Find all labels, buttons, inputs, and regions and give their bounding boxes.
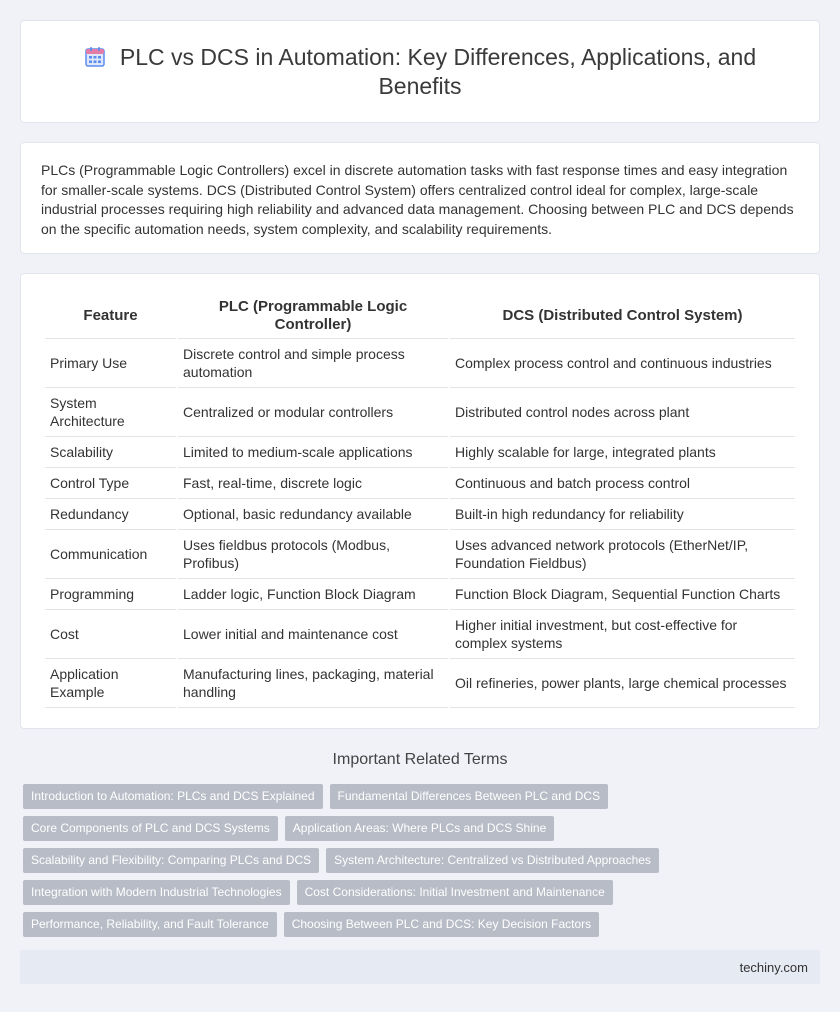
header-feature: Feature <box>45 294 176 339</box>
related-terms-list <box>23 784 743 937</box>
cell-feature: Cost <box>45 610 176 659</box>
cell-dcs: Higher initial investment, but cost-effective for complex systems <box>450 610 795 659</box>
cell-dcs: Built-in high redundancy for reliability <box>450 499 795 530</box>
cell-feature: Application Example <box>45 659 176 708</box>
comparison-table-card <box>20 273 820 729</box>
cell-feature: Programming <box>45 579 176 610</box>
cell-dcs: Function Block Diagram, Sequential Function Charts <box>450 579 795 610</box>
cell-feature: System Architecture <box>45 388 176 437</box>
cell-feature: Primary Use <box>45 339 176 388</box>
page-title-wrap <box>61 43 779 101</box>
cell-plc: Uses fieldbus protocols (Modbus, Profibus) <box>178 530 448 579</box>
related-term-tag[interactable]: Integration with Modern Industrial Technologies <box>23 880 290 905</box>
footer-site-link[interactable]: techiny.com <box>739 959 808 975</box>
intro-text: PLCs (Programmable Logic Controllers) excel in discrete automation tasks with fast response times and easy integration for smaller-scale systems. DCS (Distributed Control System) offers centralized control ideal for complex, large-scale industrial processes requiring high reliability and advanced data management. Choosing between PLC and DCS depends on the specific automation needs, system complexity, and scalability requirements. <box>41 162 794 237</box>
calendar-icon <box>84 46 106 68</box>
table-row <box>45 610 795 659</box>
cell-dcs: Uses advanced network protocols (EtherNet/IP, Foundation Fieldbus) <box>450 530 795 579</box>
cell-plc: Discrete control and simple process automation <box>178 339 448 388</box>
table-header-row <box>45 294 795 339</box>
table-row <box>45 388 795 437</box>
footer <box>20 950 820 984</box>
cell-dcs: Distributed control nodes across plant <box>450 388 795 437</box>
cell-plc: Optional, basic redundancy available <box>178 499 448 530</box>
related-term-tag[interactable]: Performance, Reliability, and Fault Tolerance <box>23 912 277 937</box>
table-row <box>45 579 795 610</box>
title-card <box>20 20 820 123</box>
related-term-tag[interactable]: Fundamental Differences Between PLC and DCS <box>330 784 609 809</box>
cell-plc: Manufacturing lines, packaging, material handling <box>178 659 448 708</box>
cell-plc: Ladder logic, Function Block Diagram <box>178 579 448 610</box>
related-term-tag[interactable]: Introduction to Automation: PLCs and DCS Explained <box>23 784 323 809</box>
cell-plc: Centralized or modular controllers <box>178 388 448 437</box>
cell-feature: Communication <box>45 530 176 579</box>
table-row <box>45 468 795 499</box>
cell-dcs: Oil refineries, power plants, large chemical processes <box>450 659 795 708</box>
cell-dcs: Highly scalable for large, integrated plants <box>450 437 795 468</box>
related-term-tag[interactable]: Cost Considerations: Initial Investment and Maintenance <box>297 880 613 905</box>
table-row <box>45 530 795 579</box>
cell-plc: Lower initial and maintenance cost <box>178 610 448 659</box>
related-term-tag[interactable]: Core Components of PLC and DCS Systems <box>23 816 278 841</box>
page-title: PLC vs DCS in Automation: Key Differences, Applications, and Benefits <box>119 43 757 99</box>
table-row <box>45 499 795 530</box>
table-row <box>45 437 795 468</box>
cell-dcs: Continuous and batch process control <box>450 468 795 499</box>
related-term-tag[interactable]: Scalability and Flexibility: Comparing PLCs and DCS <box>23 848 319 873</box>
header-plc: PLC (Programmable Logic Controller) <box>178 294 448 339</box>
cell-feature: Redundancy <box>45 499 176 530</box>
cell-feature: Control Type <box>45 468 176 499</box>
table-row <box>45 339 795 388</box>
related-terms-title: Important Related Terms <box>332 751 508 768</box>
cell-feature: Scalability <box>45 437 176 468</box>
cell-dcs: Complex process control and continuous industries <box>450 339 795 388</box>
cell-plc: Fast, real-time, discrete logic <box>178 468 448 499</box>
related-term-tag[interactable]: Choosing Between PLC and DCS: Key Decision Factors <box>284 912 599 937</box>
related-term-tag[interactable]: System Architecture: Centralized vs Distributed Approaches <box>326 848 659 873</box>
related-term-tag[interactable]: Application Areas: Where PLCs and DCS Shine <box>285 816 554 841</box>
table-row <box>45 659 795 708</box>
cell-plc: Limited to medium-scale applications <box>178 437 448 468</box>
intro-card <box>20 142 820 254</box>
comparison-table <box>43 294 797 708</box>
header-dcs: DCS (Distributed Control System) <box>450 294 795 339</box>
